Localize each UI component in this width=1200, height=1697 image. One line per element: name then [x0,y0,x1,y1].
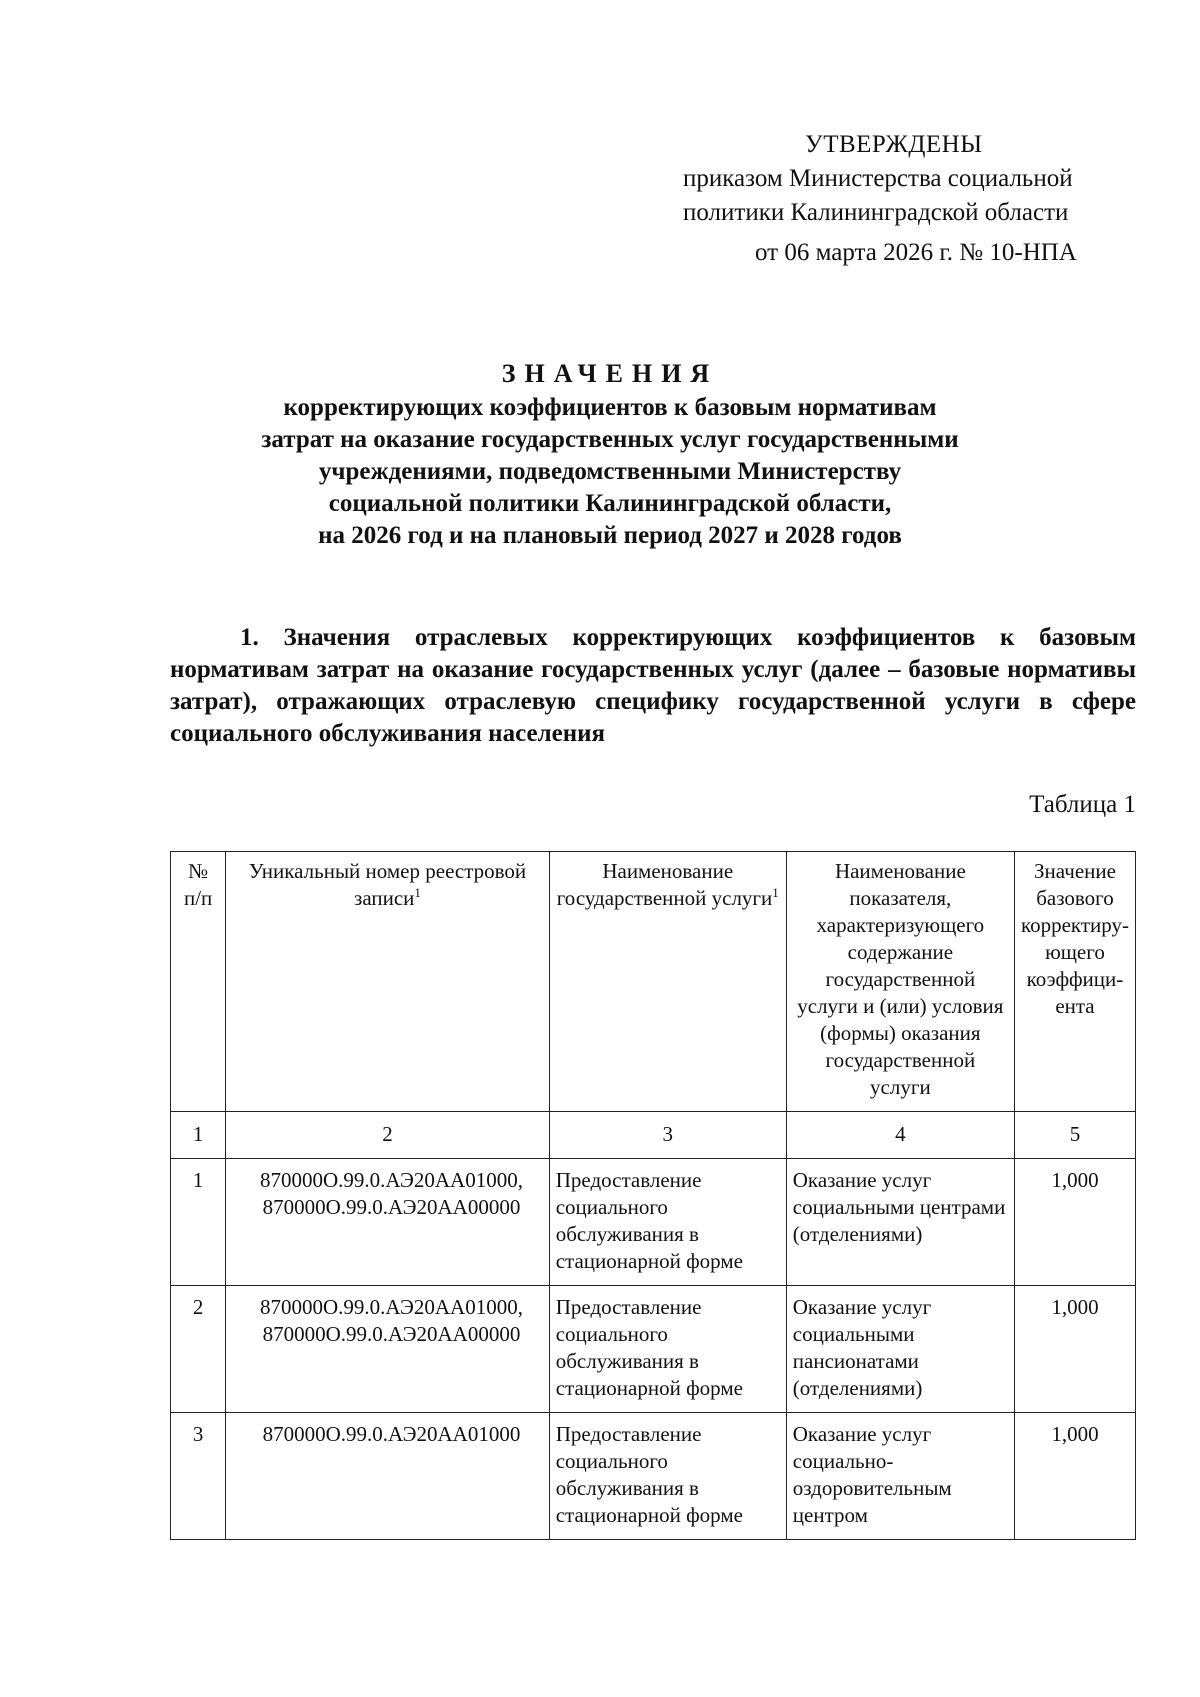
row-num: 3 [171,1413,226,1540]
approval-title: УТВЕРЖДЕНЫ [805,131,983,158]
row-value: 1,000 [1014,1286,1135,1413]
row-indicator: Оказание услуг социальными центрами (отделениями) [786,1159,1014,1286]
title-line: на 2026 год и на плановый период 2027 и 2028 годов [318,522,902,549]
row-service: Предоставление социального обслуживания в стационарной форме [549,1286,786,1413]
header-indicator: Наименование показателя, характеризующего содержание государственной услуги и (или) условия (формы) оказания государственной услуги [786,852,1014,1112]
table-row [171,1413,1136,1540]
table-row [171,1286,1136,1413]
approval-date: от 06 марта 2026 г. № 10-НПА [755,239,1077,266]
header-num: № п/п [171,852,226,1112]
title-line: корректирующих коэффициентов к базовым нормативам [283,394,937,421]
row-code: 870000О.99.0.АЭ20АА01000, 870000О.99.0.АЭ20АА00000 [226,1286,550,1413]
column-number: 2 [226,1112,550,1159]
header-value: Значение базового корректиру-ющего коэффици-ента [1014,852,1135,1112]
column-number-row [171,1112,1136,1159]
title-line: социальной политики Калининградской области, [328,490,892,517]
row-indicator: Оказание услуг социальными пансионатами (отделениями) [786,1286,1014,1413]
footnote-marker: 1 [414,885,421,900]
row-code: 870000О.99.0.АЭ20АА01000, 870000О.99.0.АЭ20АА00000 [226,1159,550,1286]
row-code: 870000О.99.0.АЭ20АА01000 [226,1413,550,1540]
header-service [549,852,786,1112]
row-value: 1,000 [1014,1159,1135,1286]
approval-stamp-block [683,128,1143,270]
approval-line-2: политики Калининградской области [683,199,1069,226]
title-heading: ЗНАЧЕНИЯ [501,359,719,388]
row-num: 2 [171,1286,226,1413]
header-service-text: Наименование государственной услуги [556,859,773,910]
title-line: затрат на оказание государственных услуг государственными [261,426,959,453]
document-title [170,358,1050,552]
table-row [171,1159,1136,1286]
table-header-row [171,852,1136,1112]
section-text: 1. Значения отраслевых корректирующих коэффициентов к базовым нормативам затрат на оказание государственных услуг (далее – базовые нормативы затрат), отражающих отраслевую специфику государственной услуги в сфере социального обслуживания населения [170,624,1136,747]
row-num: 1 [171,1159,226,1286]
column-number: 4 [786,1112,1014,1159]
title-line: учреждениями, подведомственными Министерству [318,458,902,485]
coefficients-table [170,851,1136,1540]
header-code [226,852,550,1112]
column-number: 3 [549,1112,786,1159]
row-service: Предоставление социального обслуживания в стационарной форме [549,1159,786,1286]
row-indicator: Оказание услуг социально-оздоровительным центром [786,1413,1014,1540]
section-heading [170,622,1136,750]
table-label: Таблица 1 [1029,791,1136,818]
column-number: 5 [1014,1112,1135,1159]
column-number: 1 [171,1112,226,1159]
footnote-marker: 1 [772,885,779,900]
header-code-text: Уникальный номер реестровой записи [248,859,527,910]
approval-line-1: приказом Министерства социальной [683,165,1073,192]
row-service: Предоставление социального обслуживания в стационарной форме [549,1413,786,1540]
row-value: 1,000 [1014,1413,1135,1540]
